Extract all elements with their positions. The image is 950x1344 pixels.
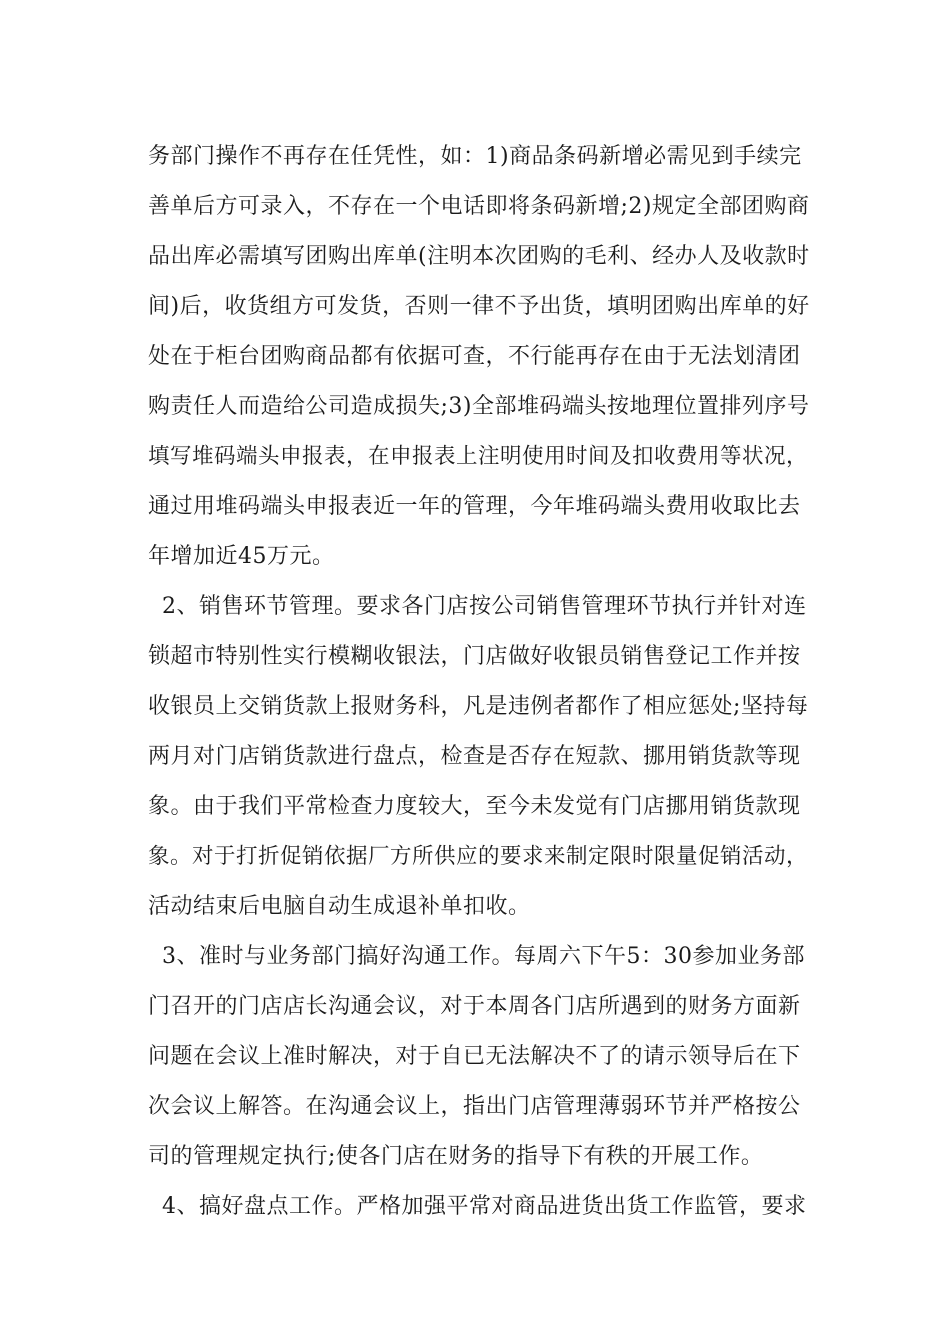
paragraph-2	[148, 582, 818, 932]
text-line: 善单后方可录入，不存在一个电话即将条码新增;2)规定全部团购商	[148, 194, 810, 219]
paragraph-1	[148, 132, 818, 582]
text-line: 锁超市特别性实行模糊收银法，门店做好收银员销售登记工作并按	[148, 644, 801, 669]
text-line: 3、准时与业务部门搞好沟通工作。每周六下午5：30参加业务部	[162, 944, 805, 969]
text-line: 4、搞好盘点工作。严格加强平常对商品进货出货工作监管，要求	[162, 1194, 807, 1219]
text-line: 象。由于我们平常检查力度较大，至今未发觉有门店挪用销货款现	[148, 794, 801, 819]
text-line: 务部门操作不再存在任凭性，如：1)商品条码新增必需见到手续完	[148, 144, 802, 169]
text-line: 活动结束后电脑自动生成退补单扣收。	[148, 894, 531, 919]
text-line: 司的管理规定执行;使各门店在财务的指导下有秩的开展工作。	[148, 1144, 764, 1169]
text-line: 收银员上交销货款上报财务科，凡是违例者都作了相应惩处;坚持每	[148, 694, 809, 719]
text-line: 年增加近45万元。	[148, 544, 335, 569]
text-line: 品出库必需填写团购出库单(注明本次团购的毛利、经办人及收款时	[148, 244, 810, 269]
document-body	[148, 132, 818, 1232]
text-line: 间)后，收货组方可发货，否则一律不予出货，填明团购出库单的好	[148, 294, 810, 319]
text-line: 问题在会议上准时解决，对于自已无法解决不了的请示领导后在下	[148, 1044, 801, 1069]
text-line: 两月对门店销货款进行盘点，检查是否存在短款、挪用销货款等现	[148, 744, 801, 769]
text-line: 2、销售环节管理。要求各门店按公司销售管理环节执行并针对连	[162, 594, 807, 619]
text-line: 填写堆码端头申报表，在申报表上注明使用时间及扣收费用等状况，	[148, 444, 809, 469]
text-line: 象。对于打折促销依据厂方所供应的要求来制定限时限量促销活动，	[148, 844, 809, 869]
paragraph-4	[148, 1182, 818, 1232]
text-line: 通过用堆码端头申报表近一年的管理，今年堆码端头费用收取比去	[148, 494, 801, 519]
text-line: 门召开的门店店长沟通会议，对于本周各门店所遇到的财务方面新	[148, 994, 801, 1019]
paragraph-3	[148, 932, 818, 1182]
text-line: 处在于柜台团购商品都有依据可查，不行能再存在由于无法划清团	[148, 344, 801, 369]
text-line: 购责任人而造给公司造成损失;3)全部堆码端头按地理位置排列序号	[148, 394, 810, 419]
text-line: 次会议上解答。在沟通会议上，指出门店管理薄弱环节并严格按公	[148, 1094, 801, 1119]
